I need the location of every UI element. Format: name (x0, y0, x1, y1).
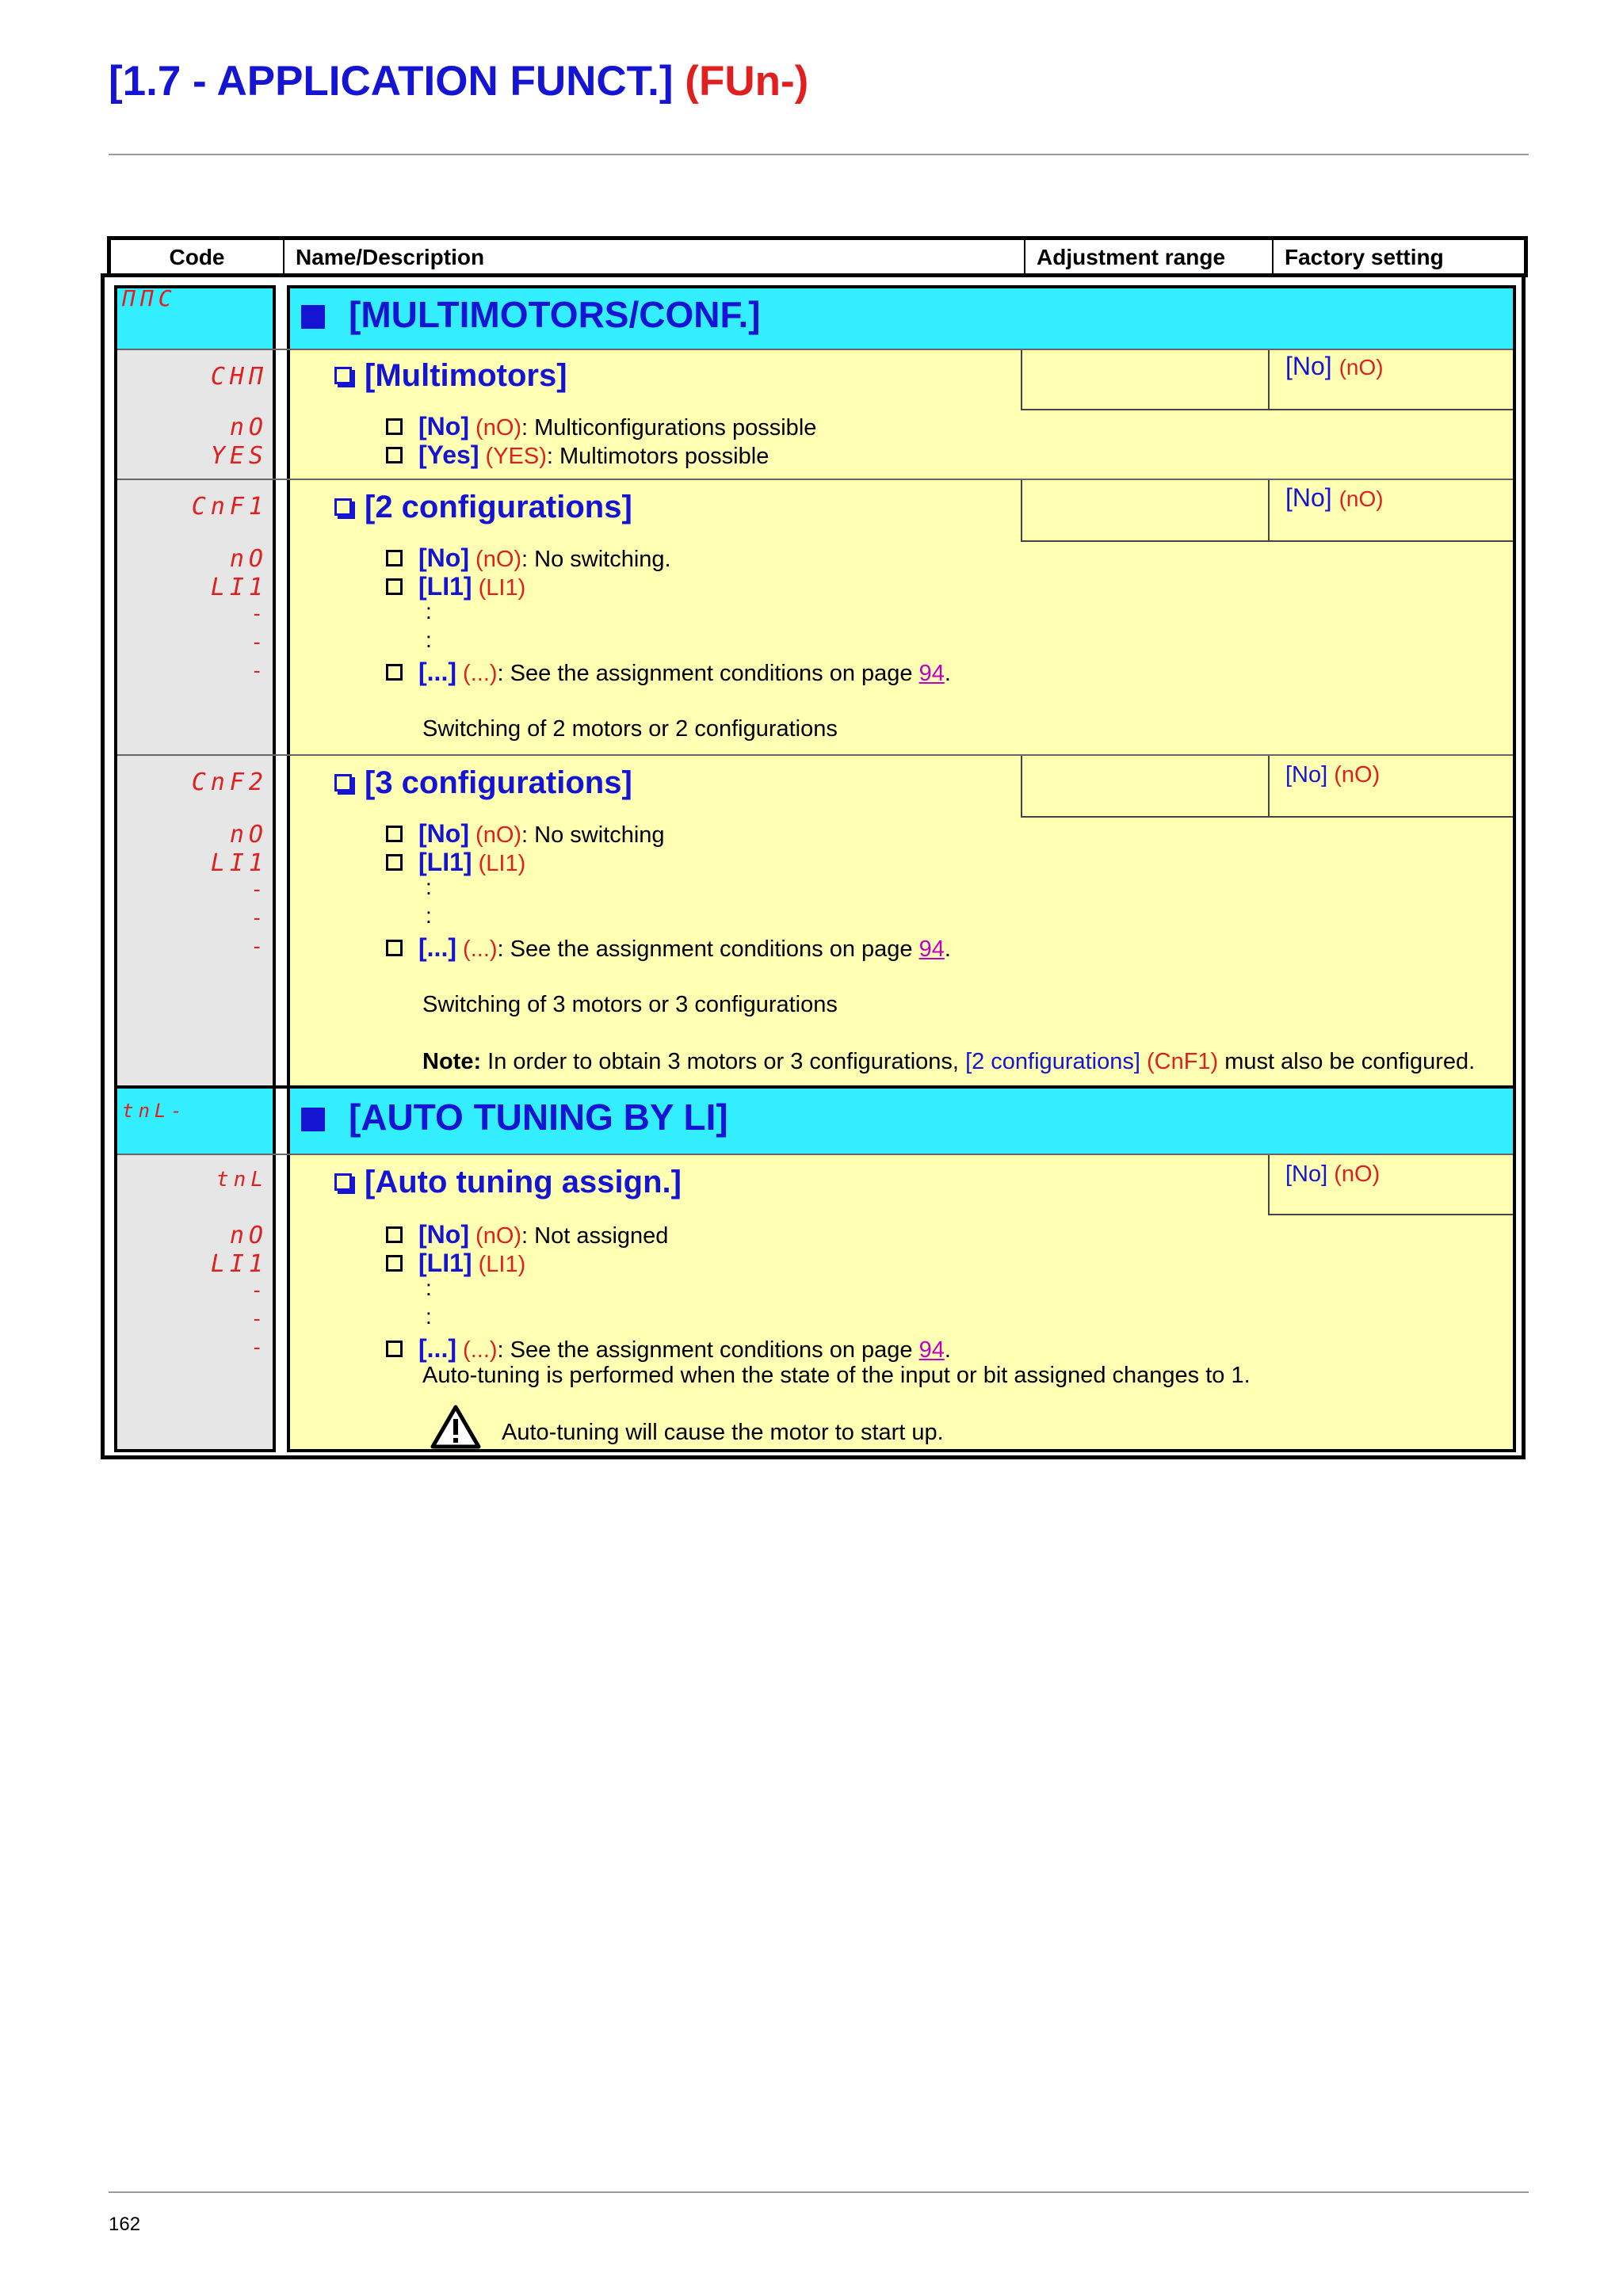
option-item: [No] (nO): Not assigned (386, 1220, 668, 1249)
option-code-continuation: - (250, 659, 263, 683)
option-code-continuation: - (250, 1307, 263, 1331)
checkbox-icon (334, 774, 352, 791)
adjustment-range-cell (1021, 756, 1270, 818)
option-box-icon (386, 418, 403, 435)
option-code-continuation: - (250, 1336, 263, 1360)
page-link[interactable]: 94 (918, 661, 945, 686)
option-item: [No] (nO): Multiconfigurations possible (386, 412, 816, 441)
option-item: [LI1] (LI1) (386, 1249, 525, 1278)
option-code: LI1 (210, 849, 268, 877)
option-code-continuation: - (250, 631, 263, 654)
factory-value: [No] (nO) (1285, 483, 1384, 512)
option-item: [No] (nO): No switching (386, 819, 665, 849)
option-box-icon (386, 1341, 403, 1357)
ellipsis-colon: : (426, 903, 432, 928)
option-item: [LI1] (LI1) (386, 848, 525, 877)
param-code: CnF1 (191, 493, 268, 521)
param-name: [3 configurations] (334, 765, 632, 801)
section-title: [AUTO TUNING BY LI] (301, 1096, 728, 1138)
ellipsis-colon: : (426, 875, 432, 899)
adjustment-range-cell (1021, 350, 1270, 410)
option-item: [...] (...): See the assignment conditions on page 94. (386, 933, 951, 963)
page-link[interactable]: 94 (918, 936, 945, 962)
param-description: Auto-tuning is performed when the state of the input or bit assigned changes to 1. (422, 1363, 1251, 1388)
column-header-name: Name/Description (285, 240, 1025, 275)
option-code: - (250, 602, 263, 626)
page-title: [1.7 - APPLICATION FUNCT.] (FUn-) (109, 58, 809, 105)
checkbox-icon (334, 367, 352, 384)
ellipsis-colon: : (426, 627, 432, 652)
option-code: LI1 (210, 574, 268, 601)
option-box-icon (386, 578, 403, 595)
page-number: 162 (109, 2214, 141, 2235)
option-item: [Yes] (YES): Multimotors possible (386, 441, 769, 470)
option-code-continuation: - (250, 906, 263, 930)
checkbox-icon (334, 1173, 352, 1191)
param-description: Switching of 2 motors or 2 configurations (422, 716, 838, 742)
factory-value: [No] (nO) (1285, 1161, 1381, 1187)
option-code: nO (229, 1222, 268, 1249)
option-code-continuation: - (250, 935, 263, 959)
param-name: [Multimotors] (334, 358, 567, 394)
section-code: ΠΠC (122, 285, 177, 311)
param-description: Switching of 3 motors or 3 configurations (422, 992, 838, 1017)
option-code: LI1 (210, 1250, 268, 1278)
option-item: [...] (...): See the assignment conditions on page 94. (386, 1334, 951, 1363)
param-name: [Auto tuning assign.] (334, 1165, 682, 1200)
option-box-icon (386, 854, 403, 871)
option-code: nO (229, 821, 268, 849)
option-box-icon (386, 940, 403, 956)
section-code: tnL- (122, 1100, 187, 1122)
option-box-icon (386, 447, 403, 463)
checkbox-icon (334, 498, 352, 516)
square-bullet-icon (301, 305, 325, 329)
param-code: CHΠ (210, 363, 268, 391)
option-code: - (250, 1279, 263, 1302)
option-box-icon (386, 1226, 403, 1243)
bottom-rule (109, 2191, 1529, 2193)
ellipsis-colon: : (426, 1304, 432, 1329)
square-bullet-icon (301, 1108, 325, 1131)
option-box-icon (386, 826, 403, 842)
option-box-icon (386, 1255, 403, 1272)
option-item: [No] (nO): No switching. (386, 543, 671, 573)
option-box-icon (386, 550, 403, 566)
option-item: [...] (...): See the assignment conditions on page 94. (386, 658, 951, 687)
factory-value: [No] (nO) (1285, 352, 1384, 380)
option-code: nO (229, 545, 268, 573)
cross-reference: [2 configurations] (965, 1049, 1140, 1074)
option-box-icon (386, 664, 403, 681)
option-item: [LI1] (LI1) (386, 572, 525, 601)
param-code: tnL (216, 1168, 268, 1192)
param-code: CnF2 (191, 769, 268, 796)
param-note: Note: In order to obtain 3 motors or 3 configurations, [2 configurations] (CnF1) must also be configured. (422, 1049, 1476, 1074)
option-code: - (250, 878, 263, 902)
column-header-adjustment: Adjustment range (1025, 240, 1274, 275)
column-header-code: Code (111, 240, 285, 275)
ellipsis-colon: : (426, 599, 432, 624)
column-header-factory: Factory setting (1285, 245, 1444, 269)
section-title: [MULTIMOTORS/CONF.] (301, 293, 761, 336)
option-code: YES (210, 442, 268, 470)
table-header (107, 236, 1528, 277)
factory-value: [No] (nO) (1285, 762, 1381, 788)
warning-text: Auto-tuning will cause the motor to start up. (502, 1420, 944, 1445)
param-name: [2 configurations] (334, 490, 632, 525)
option-code: nO (229, 414, 268, 441)
ellipsis-colon: : (426, 1276, 432, 1300)
top-rule (109, 154, 1529, 155)
warning-icon (430, 1404, 481, 1450)
page-link[interactable]: 94 (918, 1337, 945, 1363)
adjustment-range-cell (1021, 480, 1270, 542)
